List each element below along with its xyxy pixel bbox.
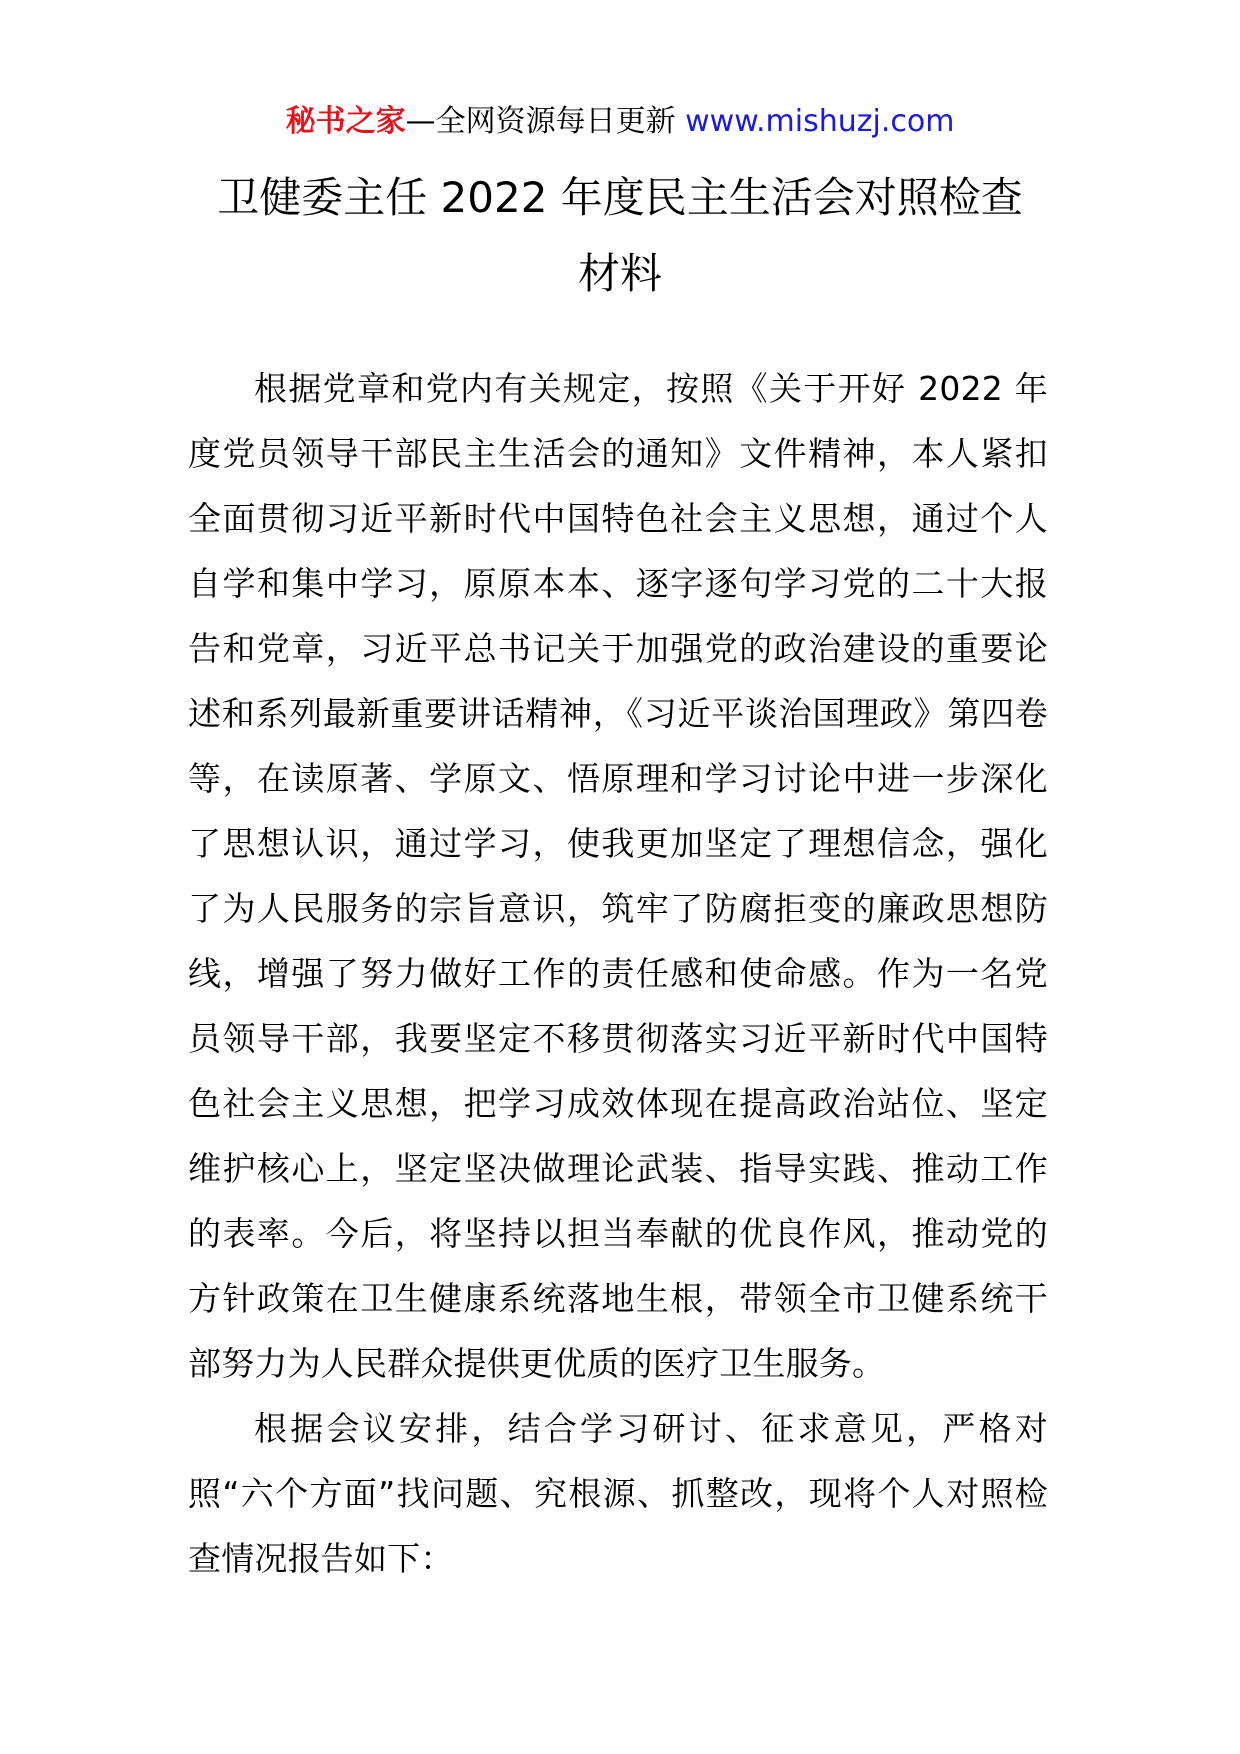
body-paragraph-1: 根据党章和党内有关规定，按照《关于开好 2022 年度党员领导干部民主生活会的通知》文件精神，本人紧扣全面贯彻习近平新时代中国特色社会主义思想，通过个人自学和集中学习，原原本本、逐字逐句学习党的二十大报告和党章，习近平总书记关于加强党的政治建设的重要论述和系列最新重要讲话精神，《习近平谈治国理政》第四卷等，在读原著、学原文、悟原理和学习讨论中进一步深化了思想认识，通过学习，使我更加坚定了理想信念，强化了为人民服务的宗旨意识，筑牢了防腐拒变的廉政思想防线，增强了努力做好工作的责任感和使命感。作为一名党员领导干部，我要坚定不移贯彻落实习近平新时代中国特色社会主义思想，把学习成效体现在提高政治站位、坚定维护核心上，坚定坚决做理论武装、指导实践、推动工作的表率。今后，将坚持以担当奉献的优良作风，推动党的方针政策在卫生健康系统落地生根，带领全市卫健系统干部努力为人民群众提供更优质的医疗卫生服务。 <box>188 369 1048 1383</box>
body-paragraph-2: 根据会议安排，结合学习研讨、征求意见，严格对照“六个方面”找问题、究根源、抓整改，现将个人对照检查情况报告如下： <box>188 1409 1048 1578</box>
document-title-line-1: 卫健委主任 2022 年度民主生活会对照检查 <box>217 173 1023 222</box>
site-header <box>0 100 1240 144</box>
site-brand: 秘书之家 <box>285 104 406 139</box>
document-title <box>150 160 1090 312</box>
site-tagline: —全网资源每日更新 <box>405 104 676 139</box>
document-title-line-2: 材料 <box>577 249 662 298</box>
site-url-link[interactable]: www.mishuzj.com <box>685 104 955 139</box>
document-body <box>188 356 1048 1591</box>
